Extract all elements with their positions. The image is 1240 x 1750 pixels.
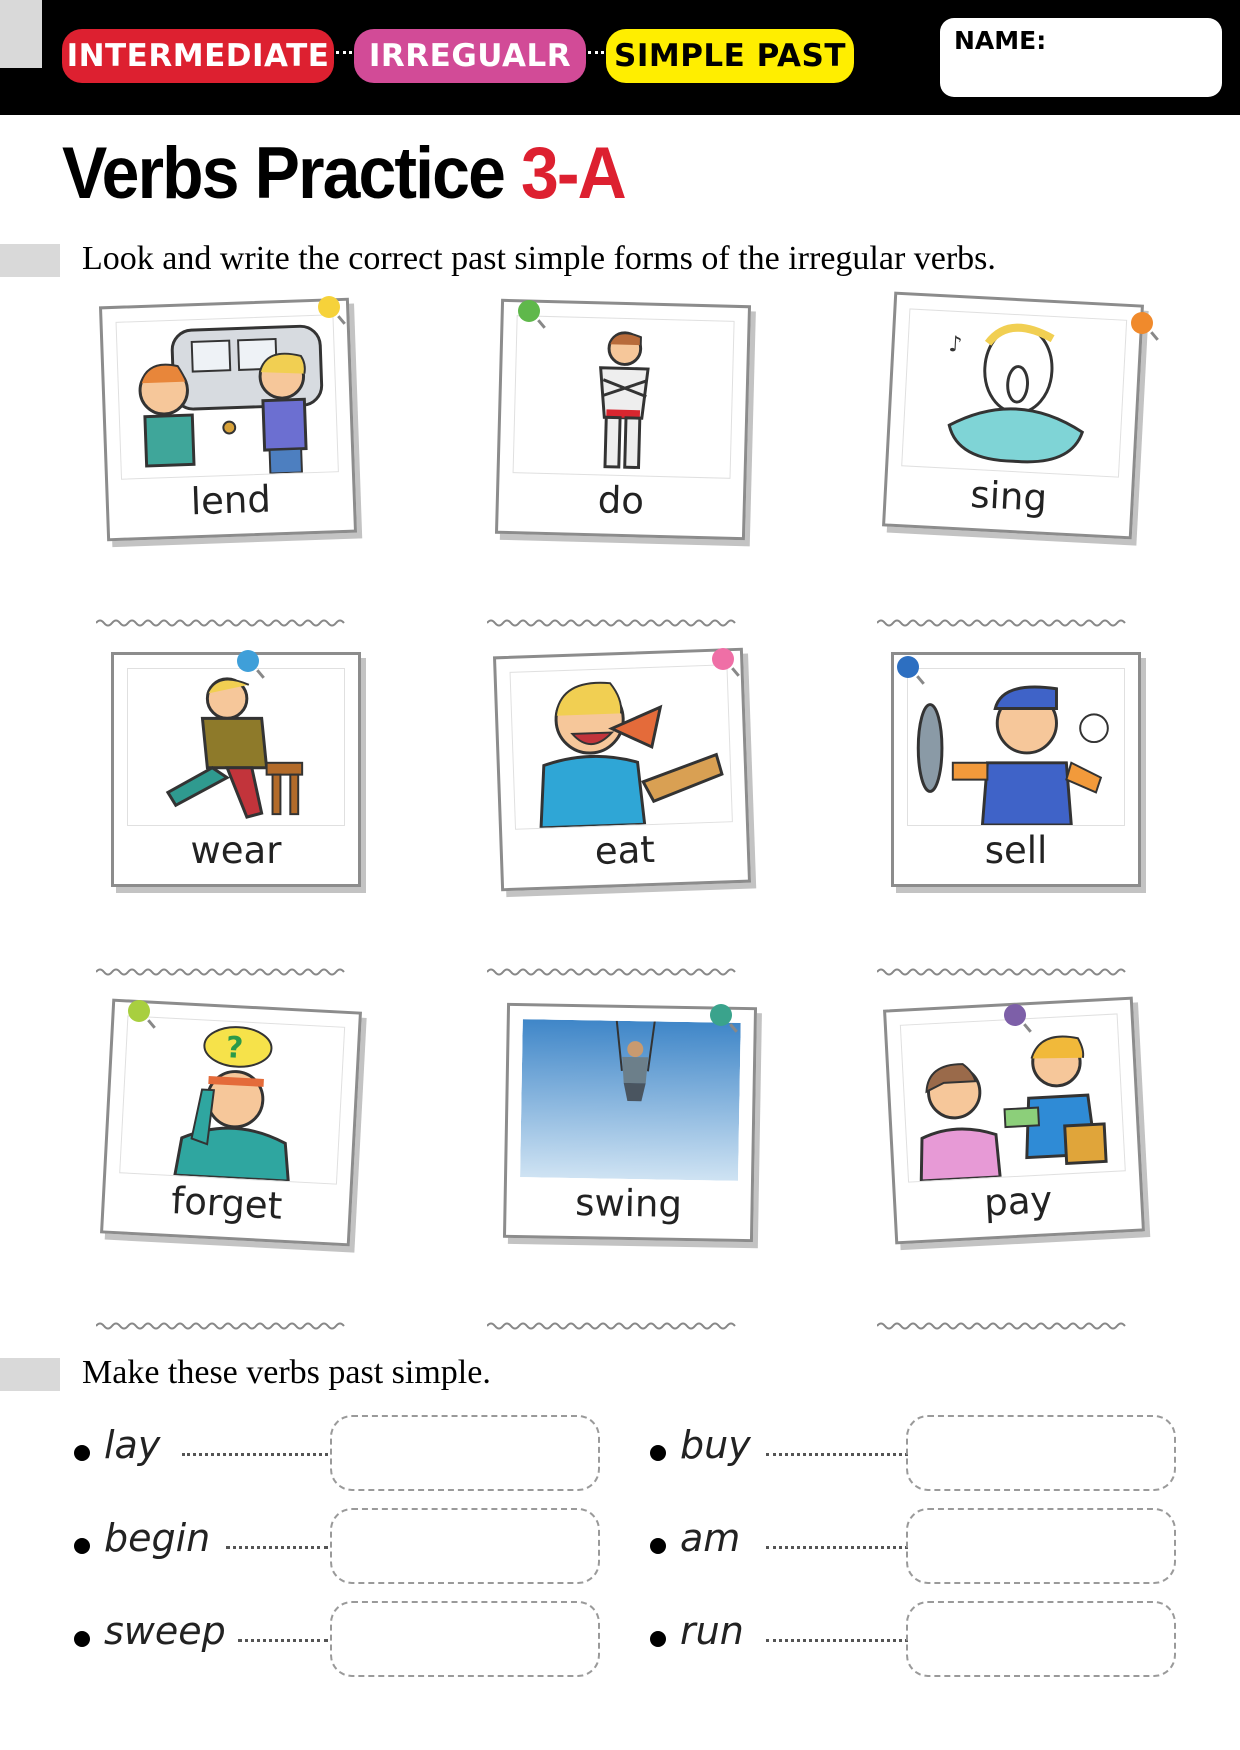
card-verb: sing — [969, 472, 1049, 520]
base-verb: am — [680, 1516, 741, 1560]
level-badge: INTERMEDIATE — [62, 29, 334, 83]
answer-line[interactable] — [877, 1320, 1129, 1332]
dotted-leader — [238, 1639, 328, 1642]
answer-box[interactable] — [906, 1508, 1176, 1584]
section-marker — [0, 1358, 60, 1391]
base-verb: sweep — [104, 1609, 226, 1653]
name-label: NAME: — [954, 26, 1047, 55]
card-verb: lend — [190, 477, 272, 524]
picture-card-sell — [891, 652, 1141, 887]
lend-illustration — [116, 314, 339, 480]
card-verb: eat — [594, 827, 656, 873]
pushpin-icon — [128, 1000, 150, 1022]
title-main: Verbs Practice — [62, 133, 504, 214]
part2-instruction: Make these verbs past simple. — [82, 1354, 491, 1391]
pushpin-icon — [1004, 1004, 1026, 1026]
wear-illustration — [127, 668, 345, 826]
bullet-icon — [74, 1538, 90, 1554]
card-verb: swing — [574, 1181, 683, 1226]
card-verb: do — [597, 478, 645, 523]
swing-photo — [520, 1019, 741, 1181]
pushpin-icon — [897, 656, 919, 678]
picture-card-sing — [882, 292, 1144, 540]
eat-illustration — [510, 664, 733, 830]
card-verb: forget — [170, 1179, 284, 1228]
answer-line[interactable] — [877, 617, 1129, 629]
pushpin-icon — [518, 300, 540, 322]
bullet-icon — [650, 1538, 666, 1554]
answer-box[interactable] — [906, 1601, 1176, 1677]
tense-badge: SIMPLE PAST — [606, 29, 854, 83]
exercise-item-sweep — [74, 1601, 600, 1677]
card-verb: pay — [983, 1178, 1054, 1225]
answer-line[interactable] — [96, 617, 348, 629]
header-corner-tab — [0, 0, 42, 68]
pushpin-icon — [710, 1004, 732, 1026]
bullet-icon — [650, 1631, 666, 1647]
base-verb: begin — [104, 1516, 211, 1560]
page-title — [62, 132, 625, 215]
picture-card-eat — [493, 648, 751, 892]
answer-box[interactable] — [330, 1508, 600, 1584]
base-verb: run — [680, 1609, 744, 1653]
exercise-item-begin — [74, 1508, 600, 1584]
answer-line[interactable] — [96, 966, 348, 978]
verb-type-badge: IRREGUALR — [354, 29, 586, 83]
answer-box[interactable] — [330, 1415, 600, 1491]
badge-separator — [588, 51, 604, 62]
pushpin-icon — [237, 650, 259, 672]
answer-line[interactable] — [487, 617, 739, 629]
card-verb: wear — [190, 829, 282, 872]
pushpin-icon — [318, 296, 340, 318]
card-verb: sell — [984, 829, 1048, 872]
answer-line[interactable] — [487, 1320, 739, 1332]
answer-line[interactable] — [877, 966, 1129, 978]
pay-illustration — [900, 1013, 1126, 1182]
dotted-leader — [766, 1453, 908, 1456]
exercise-item-run — [650, 1601, 1176, 1677]
dotted-leader — [182, 1453, 328, 1456]
sing-illustration — [901, 308, 1127, 477]
dotted-leader — [226, 1546, 328, 1549]
bullet-icon — [74, 1445, 90, 1461]
do-illustration — [513, 315, 735, 479]
answer-box[interactable] — [906, 1415, 1176, 1491]
answer-box[interactable] — [330, 1601, 600, 1677]
dotted-leader — [766, 1546, 908, 1549]
pushpin-icon — [712, 648, 734, 670]
answer-line[interactable] — [487, 966, 739, 978]
dotted-leader — [766, 1639, 908, 1642]
pushpin-icon — [1131, 312, 1153, 334]
section-marker — [0, 244, 60, 277]
bullet-icon — [74, 1631, 90, 1647]
badge-separator — [336, 51, 352, 62]
exercise-item-buy — [650, 1415, 1176, 1491]
picture-card-pay — [883, 997, 1145, 1245]
forget-illustration — [119, 1015, 345, 1184]
exercise-item-lay — [74, 1415, 600, 1491]
picture-card-do — [495, 299, 751, 540]
bullet-icon — [650, 1445, 666, 1461]
base-verb: buy — [680, 1423, 751, 1467]
exercise-item-am — [650, 1508, 1176, 1584]
picture-card-forget — [100, 999, 362, 1247]
picture-card-wear — [111, 652, 361, 887]
svg-text:?: ? — [225, 1030, 245, 1066]
answer-line[interactable] — [96, 1320, 348, 1332]
svg-text:♪: ♪ — [947, 332, 964, 358]
name-field[interactable] — [940, 18, 1222, 97]
picture-card-lend — [99, 298, 357, 542]
sell-illustration — [907, 668, 1125, 826]
part1-instruction: Look and write the correct past simple forms of the irregular verbs. — [82, 240, 996, 277]
header-bar — [0, 0, 1240, 115]
picture-card-swing — [503, 1003, 757, 1242]
title-code: 3-A — [520, 133, 625, 214]
base-verb: lay — [104, 1423, 161, 1467]
